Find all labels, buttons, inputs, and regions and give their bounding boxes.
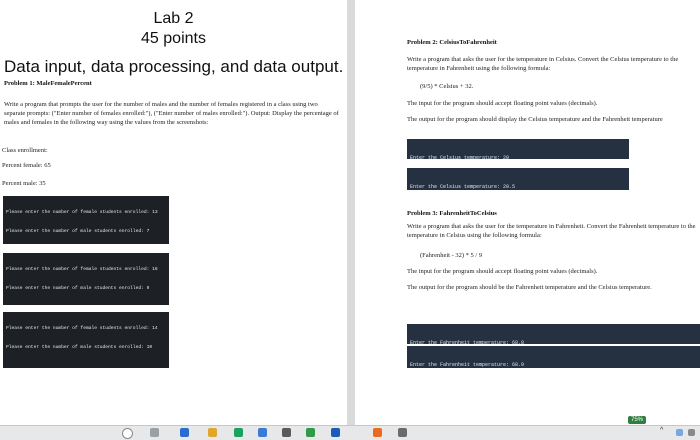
network-icon[interactable] bbox=[676, 429, 683, 436]
points-title: 45 points bbox=[141, 30, 206, 47]
formula-f-to-c: (Fahrenheit - 32) * 5 / 9 bbox=[420, 252, 483, 259]
class-enrollment-label: Class enrollment: bbox=[2, 147, 48, 154]
terminal-output-4 bbox=[407, 139, 629, 159]
term4-line: Enter the Celsius temperature: 20 bbox=[410, 155, 510, 159]
problem3-description: Write a program that asks the user for the temperature in Fahrenheit. Convert the Fahrenheit temperature to the temperature in Celsius using the following formula: bbox=[407, 223, 696, 239]
input-note-2: The input for the program should accept floating point values (decimals). bbox=[407, 268, 598, 275]
phone-link-icon[interactable] bbox=[306, 428, 315, 437]
photos-icon[interactable] bbox=[373, 428, 382, 437]
term2-line: Please enter the number of male students enrolled: 9 bbox=[6, 286, 150, 292]
section-heading: Data input, data processing, and data output. bbox=[4, 57, 344, 76]
settings-icon[interactable] bbox=[398, 428, 407, 437]
edge-icon[interactable] bbox=[180, 428, 189, 437]
term5-line: Enter the Celsius temperature: 20.5 bbox=[410, 184, 516, 190]
terminal-output-5 bbox=[407, 168, 629, 190]
term2-line: Please enter the number of female students enrolled: 18 bbox=[6, 267, 158, 273]
term3-line: Please enter the number of male students enrolled: 10 bbox=[6, 345, 153, 351]
file-explorer-icon[interactable] bbox=[208, 428, 217, 437]
term6-line: Enter the Fahrenheit temperature: 68.8 bbox=[410, 340, 525, 344]
terminal-output-7 bbox=[407, 346, 700, 368]
problem2-title: Problem 2: CelsiusToFahrenheit bbox=[407, 39, 497, 46]
term1-line: Please enter the number of male students enrolled: 7 bbox=[6, 229, 150, 235]
formula-c-to-f: (9/5) * Celsius + 32. bbox=[420, 83, 474, 90]
terminal-output-6 bbox=[407, 324, 700, 344]
task-view-icon[interactable] bbox=[150, 428, 159, 437]
chrome-icon[interactable] bbox=[234, 428, 243, 437]
percent-female-label: Percent female: 65 bbox=[2, 162, 51, 169]
store-icon[interactable] bbox=[331, 428, 340, 437]
zoom-level-badge[interactable]: 75% bbox=[628, 416, 646, 424]
taskbar bbox=[0, 425, 700, 440]
lab-title: Lab 2 bbox=[153, 10, 194, 27]
mail-icon[interactable] bbox=[258, 428, 267, 437]
volume-icon[interactable] bbox=[688, 429, 695, 436]
input-note-1: The input for the program should accept floating point values (decimals). bbox=[407, 100, 598, 107]
chevron-up-icon[interactable]: ^ bbox=[660, 427, 664, 434]
term3-line: Please enter the number of female students enrolled: 14 bbox=[6, 326, 158, 332]
calendar-icon[interactable] bbox=[282, 428, 291, 437]
output-note-1: The output for the program should display the Celsius temperature and the Fahrenheit temperature bbox=[407, 116, 663, 123]
search-icon[interactable] bbox=[122, 428, 133, 439]
problem1-description: Write a program that prompts the user for the number of males and the number of females registered in a class using two separate prompts: ("Enter number of females enrolled:"), ("Enter number of males enrolled:"). Output: Display the percentage of males and females in the following way using the values from the screenshots: bbox=[4, 101, 339, 126]
output-note-2: The output for the program should be the Fahrenheit temperature and the Celsius temperature. bbox=[407, 284, 652, 291]
percent-male-label: Percent male: 35 bbox=[2, 180, 46, 187]
problem2-description: Write a program that asks the user for the temperature in Celsius. Convert the Celsius temperature to the temperature in Fahrenheit using the following formula: bbox=[407, 56, 679, 72]
terminal-output-2 bbox=[3, 253, 169, 305]
terminal-output-3 bbox=[3, 312, 169, 368]
term1-line: Please enter the number of female students enrolled: 13 bbox=[6, 210, 158, 216]
terminal-output-1 bbox=[3, 196, 169, 244]
term7-line: Enter the Fahrenheit temperature: 68.9 bbox=[410, 362, 525, 368]
problem1-title: Problem 1: MaleFemalePercent bbox=[4, 80, 92, 87]
problem3-title: Problem 3: FahrenheitToCelsius bbox=[407, 210, 497, 217]
